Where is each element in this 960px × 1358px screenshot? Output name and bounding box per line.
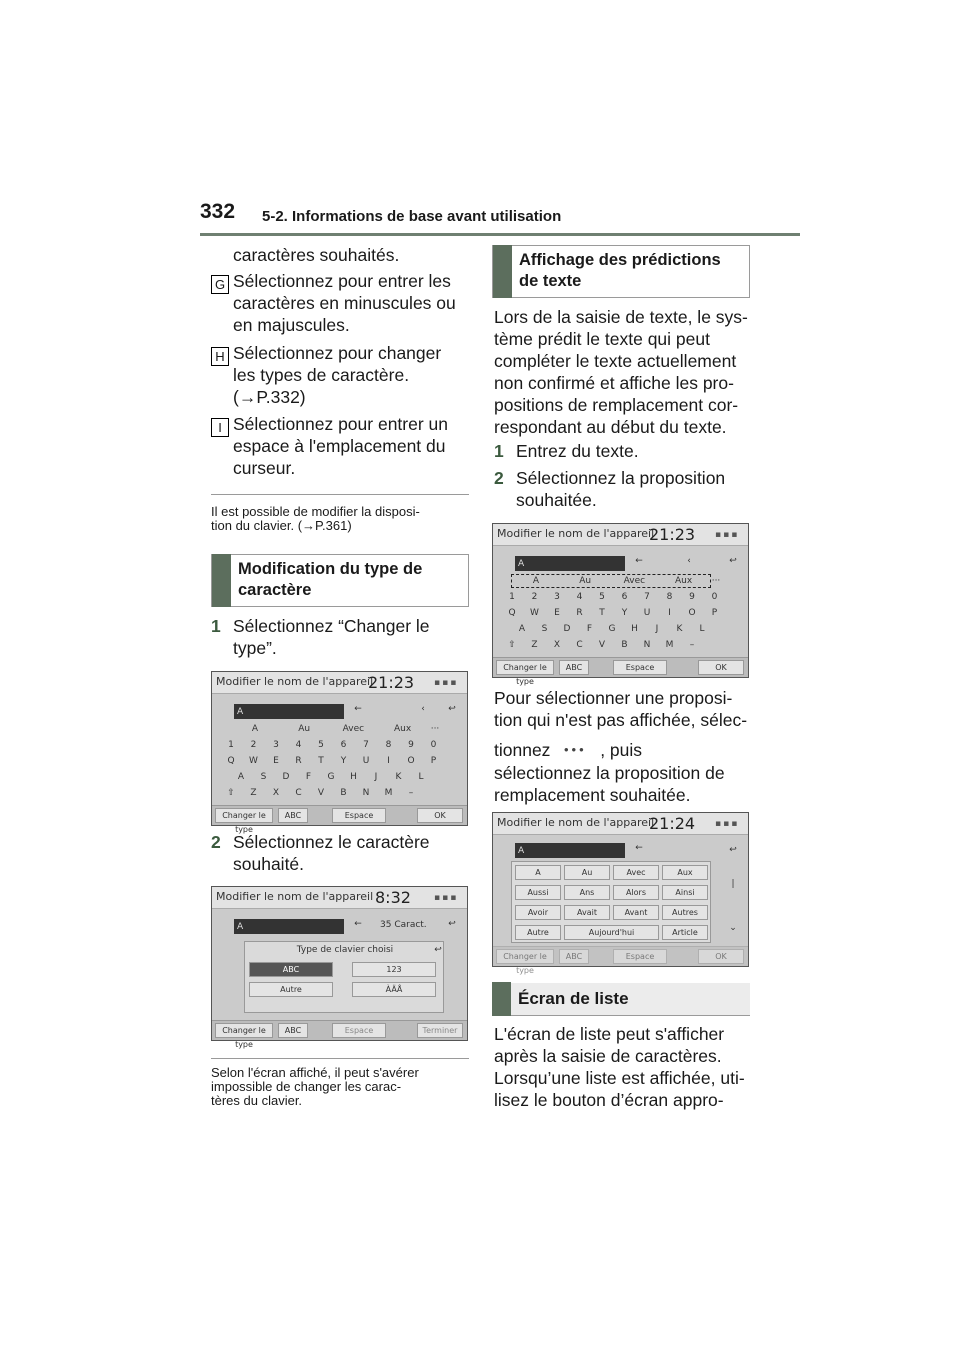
list-item[interactable]: Autres bbox=[662, 905, 708, 920]
step-line: Sélectionnez le caractère bbox=[233, 832, 430, 852]
item-i-line: espace à l'emplacement du bbox=[233, 436, 446, 456]
step-line: Sélectionnez la proposition bbox=[516, 468, 726, 488]
step-line: Sélectionnez “Changer le bbox=[233, 616, 430, 636]
para-line: Pour sélectionner une proposi- bbox=[494, 688, 733, 708]
keyboard-key[interactable]: Z bbox=[531, 640, 538, 650]
prediction-key[interactable]: Au bbox=[579, 576, 592, 586]
abc-button[interactable]: ABC bbox=[278, 808, 308, 823]
screen-bottombar bbox=[493, 946, 748, 975]
screen-topbar bbox=[212, 887, 467, 909]
list-item[interactable]: Aujourd'hui bbox=[564, 925, 659, 940]
keyboard-key[interactable]: 2 bbox=[250, 740, 257, 750]
letter-i-label: I bbox=[211, 418, 229, 437]
item-g-line: caractères en minuscules ou bbox=[233, 293, 456, 313]
keyboard-key[interactable]: 4 bbox=[576, 592, 583, 602]
screen-title: Modifier le nom de l'appareil bbox=[216, 890, 374, 903]
return-icon[interactable]: ↩ bbox=[448, 919, 456, 929]
keyboard-key[interactable]: G bbox=[608, 624, 616, 634]
keyboard-key[interactable]: Q bbox=[227, 756, 235, 766]
space-button[interactable]: Espace bbox=[613, 949, 667, 964]
keyboard-key[interactable]: T bbox=[318, 756, 324, 766]
keyboard-key[interactable]: Q bbox=[508, 608, 516, 618]
keyboard-key[interactable]: A bbox=[518, 624, 526, 634]
keyboard-key[interactable]: Z bbox=[250, 788, 257, 798]
keyboard-key[interactable]: E bbox=[554, 608, 560, 618]
screen-bottombar bbox=[493, 657, 748, 686]
keyboard-key[interactable]: Y bbox=[340, 756, 347, 766]
keyboard-key[interactable]: V bbox=[317, 788, 325, 798]
backspace-icon[interactable]: ← bbox=[635, 843, 643, 853]
keyboard-key[interactable]: U bbox=[362, 756, 370, 766]
keyboard-key[interactable]: 2 bbox=[531, 592, 538, 602]
section-heading bbox=[519, 250, 721, 292]
status-icons: ▪▪▪ bbox=[434, 678, 459, 688]
keyboard-key[interactable]: L bbox=[418, 772, 424, 782]
step-line: souhaité. bbox=[233, 854, 305, 874]
item-i-line: curseur. bbox=[233, 458, 296, 478]
list-item[interactable]: Autre bbox=[515, 925, 561, 940]
keyboard-key[interactable]: C bbox=[576, 640, 583, 650]
para-line-with-icon bbox=[494, 739, 747, 762]
item-g-line: en majuscules. bbox=[233, 315, 350, 335]
keyboard-key[interactable]: 0 bbox=[711, 592, 718, 602]
keyboard-key[interactable]: I bbox=[387, 756, 390, 766]
keyboard-key[interactable]: F bbox=[586, 624, 593, 634]
keyboard-key[interactable]: G bbox=[327, 772, 335, 782]
item-g-line: Sélectionnez pour entrer les bbox=[233, 271, 451, 291]
section-heading bbox=[238, 559, 422, 601]
page-number: 332 bbox=[200, 200, 236, 223]
heading-line: Modification du type de bbox=[238, 560, 423, 578]
accent-bar bbox=[492, 982, 511, 1016]
note-line: impossible de changer les carac- bbox=[211, 1079, 402, 1094]
prediction-key[interactable]: A bbox=[251, 724, 259, 734]
option-abc[interactable]: ABC bbox=[249, 962, 333, 977]
prediction-key[interactable]: ··· bbox=[430, 724, 440, 734]
scroll-down-icon[interactable]: ⌄ bbox=[729, 923, 737, 933]
screen-clock: 21:23 bbox=[649, 525, 696, 544]
heading-line: Affichage des prédictions bbox=[519, 251, 721, 269]
section-box-predictions bbox=[492, 245, 750, 298]
keyboard-key[interactable]: 3 bbox=[273, 740, 279, 750]
heading-line: de texte bbox=[519, 272, 582, 290]
item-g bbox=[211, 270, 473, 336]
screen-topbar bbox=[493, 813, 748, 835]
para-line: après la saisie de caractères. bbox=[494, 1046, 722, 1066]
para-line: Lorsqu’une liste est affichée, uti- bbox=[494, 1068, 745, 1088]
keyboard-key[interactable]: S bbox=[260, 772, 267, 782]
item-h-line: Sélectionnez pour changer bbox=[233, 343, 442, 363]
space-button[interactable]: Espace bbox=[613, 660, 667, 675]
change-type-button[interactable]: Changer le type bbox=[496, 949, 554, 964]
ok-button[interactable]: OK bbox=[698, 660, 744, 675]
keyboard-key[interactable]: P bbox=[430, 756, 437, 766]
keyboard-key[interactable]: D bbox=[563, 624, 571, 634]
step-line: type”. bbox=[233, 638, 277, 658]
prediction-list-panel bbox=[511, 861, 711, 943]
keyboard-key[interactable]: E bbox=[273, 756, 279, 766]
keyboard-key[interactable]: J bbox=[374, 772, 378, 782]
backspace-icon[interactable]: ← bbox=[635, 556, 643, 566]
screen-title: Modifier le nom de l'appareil bbox=[497, 527, 655, 540]
keyboard-key[interactable]: 5 bbox=[599, 592, 605, 602]
para-line: sélectionnez la proposition de bbox=[494, 763, 725, 784]
accent-bar bbox=[212, 554, 231, 607]
para-line: compléter le texte actuellement bbox=[494, 351, 737, 371]
note-keyboard-layout bbox=[211, 505, 420, 533]
section-title: 5-2. Informations de base avant utilisation bbox=[262, 208, 562, 225]
keyboard-key[interactable]: O bbox=[407, 756, 415, 766]
keyboard-key[interactable]: H bbox=[631, 624, 638, 634]
keyboard-key[interactable]: M bbox=[665, 640, 674, 650]
text-input[interactable]: A bbox=[515, 556, 625, 571]
keyboard-key[interactable]: ⇧ bbox=[227, 788, 235, 798]
keyboard-key[interactable]: B bbox=[340, 788, 347, 798]
screen-title: Modifier le nom de l'appareil bbox=[497, 816, 655, 829]
list-item[interactable]: Avant bbox=[613, 905, 659, 920]
note-divider bbox=[211, 494, 469, 495]
item-i bbox=[211, 413, 473, 479]
keyboard-key[interactable]: K bbox=[395, 772, 402, 782]
para-line: L'écran de liste peut s'afficher bbox=[494, 1024, 725, 1044]
keyboard-key[interactable]: T bbox=[599, 608, 605, 618]
note-keyboard-change bbox=[211, 1066, 419, 1108]
para-line: Lors de la saisie de texte, le sys- bbox=[494, 307, 748, 327]
keyboard-key[interactable]: 7 bbox=[363, 740, 369, 750]
finish-button[interactable]: Terminer bbox=[417, 1023, 463, 1038]
keyboard-key[interactable]: D bbox=[282, 772, 290, 782]
screenshot-keyboard-type bbox=[211, 886, 468, 1049]
prediction-key[interactable]: Avec bbox=[342, 724, 365, 734]
keyboard-key[interactable]: F bbox=[305, 772, 312, 782]
screen-clock: 21:23 bbox=[368, 673, 415, 692]
text-input[interactable]: A bbox=[515, 843, 625, 858]
keyboard-key[interactable]: C bbox=[295, 788, 302, 798]
screen-bottombar bbox=[212, 1020, 467, 1049]
status-icons: ▪▪▪ bbox=[715, 530, 740, 540]
keyboard-key[interactable]: 5 bbox=[318, 740, 324, 750]
keyboard-type-popup bbox=[244, 941, 444, 1013]
step-number: 2 bbox=[211, 832, 221, 852]
backspace-icon[interactable]: ← bbox=[354, 919, 362, 929]
prediction-key[interactable]: Au bbox=[298, 724, 311, 734]
keyboard-key[interactable]: L bbox=[699, 624, 705, 634]
screen-topbar bbox=[212, 672, 467, 694]
keyboard-key[interactable]: – bbox=[689, 640, 695, 650]
keyboard-key[interactable]: X bbox=[272, 788, 280, 798]
change-type-button[interactable]: Changer le type bbox=[496, 660, 554, 675]
cursor-left-icon[interactable]: ‹ bbox=[421, 704, 425, 714]
step-r2 bbox=[494, 467, 725, 511]
text-input[interactable]: A bbox=[234, 919, 344, 934]
list-screen-paragraph bbox=[494, 1023, 745, 1111]
prediction-key[interactable]: A bbox=[532, 576, 540, 586]
para-text: , puis bbox=[600, 740, 643, 760]
keyboard-key[interactable]: I bbox=[668, 608, 671, 618]
para-line: non confirmé et affiche les pro- bbox=[494, 373, 734, 393]
keyboard-key[interactable]: J bbox=[655, 624, 659, 634]
note-line: Selon l'écran affiché, il peut s'avérer bbox=[211, 1065, 419, 1080]
letter-g-label: G bbox=[211, 275, 229, 294]
abc-button[interactable]: ABC bbox=[559, 660, 589, 675]
keyboard-key[interactable]: 7 bbox=[644, 592, 650, 602]
change-type-button[interactable]: Changer le type bbox=[215, 1023, 273, 1038]
step-2 bbox=[211, 831, 430, 875]
list-item[interactable]: Ans bbox=[564, 885, 610, 900]
section-box-list bbox=[492, 983, 750, 1016]
list-item[interactable]: A bbox=[515, 865, 561, 880]
list-item[interactable]: Alors bbox=[613, 885, 659, 900]
section-box-type bbox=[211, 554, 469, 607]
keyboard-key[interactable]: M bbox=[384, 788, 393, 798]
step-line: souhaitée. bbox=[516, 490, 597, 510]
keyboard-key[interactable]: V bbox=[598, 640, 606, 650]
keyboard-key[interactable]: 8 bbox=[385, 740, 392, 750]
para-line: remplacement souhaitée. bbox=[494, 785, 691, 806]
keyboard-key[interactable]: 3 bbox=[554, 592, 560, 602]
para-text: tionnez bbox=[494, 740, 551, 760]
close-return-icon[interactable]: ↩ bbox=[434, 945, 442, 955]
accent-bar bbox=[493, 245, 512, 298]
header-rule bbox=[200, 233, 800, 236]
step-r1 bbox=[494, 440, 639, 462]
char-count: 35 Caract. bbox=[380, 920, 427, 930]
keyboard-key[interactable]: 6 bbox=[340, 740, 347, 750]
screen-bottombar bbox=[212, 805, 467, 834]
step-number: 1 bbox=[211, 616, 221, 636]
keyboard-key[interactable]: Y bbox=[621, 608, 628, 618]
return-icon[interactable]: ↩ bbox=[729, 845, 737, 855]
keyboard-key[interactable]: O bbox=[688, 608, 696, 618]
space-button[interactable]: Espace bbox=[332, 808, 386, 823]
note-line: tères du clavier. bbox=[211, 1093, 303, 1108]
note-divider bbox=[211, 1058, 469, 1059]
prediction-key[interactable]: Aux bbox=[394, 724, 412, 734]
keyboard-key[interactable]: 6 bbox=[621, 592, 628, 602]
keyboard-key[interactable]: 8 bbox=[666, 592, 673, 602]
screen-clock: 8:32 bbox=[375, 888, 411, 907]
keyboard-key[interactable]: X bbox=[553, 640, 561, 650]
section-heading: Écran de liste bbox=[518, 989, 629, 1008]
abc-button[interactable]: ABC bbox=[278, 1023, 308, 1038]
option-123[interactable]: 123 bbox=[352, 962, 436, 977]
list-item[interactable]: Aux bbox=[662, 865, 708, 880]
list-item[interactable]: Aussi bbox=[515, 885, 561, 900]
note-line: Il est possible de modifier la disposi- bbox=[211, 504, 420, 519]
backspace-icon[interactable]: ← bbox=[354, 704, 362, 714]
predictions-paragraph bbox=[494, 306, 748, 438]
para-line: lisez le bouton d’écran appro- bbox=[494, 1090, 724, 1110]
note-line: tion du clavier. (→P.361) bbox=[211, 518, 352, 533]
keyboard-key[interactable]: 1 bbox=[509, 592, 515, 602]
keyboard-key[interactable]: 4 bbox=[295, 740, 302, 750]
item-h bbox=[211, 342, 473, 408]
step-1 bbox=[211, 615, 430, 659]
keyboard-key[interactable]: N bbox=[362, 788, 370, 798]
keyboard-key[interactable]: P bbox=[711, 608, 718, 618]
screen-clock: 21:24 bbox=[649, 814, 696, 833]
screenshot-prediction-list bbox=[492, 812, 749, 975]
screen-title: Modifier le nom de l'appareil bbox=[216, 675, 374, 688]
screen-topbar bbox=[493, 524, 748, 546]
scrollbar[interactable]: | bbox=[731, 879, 735, 889]
abc-button[interactable]: ABC bbox=[559, 949, 589, 964]
prediction-key[interactable]: Aux bbox=[675, 576, 693, 586]
keyboard-key[interactable]: 9 bbox=[408, 740, 414, 750]
status-icons: ▪▪▪ bbox=[434, 893, 459, 903]
keyboard-key[interactable]: B bbox=[621, 640, 628, 650]
item-h-line: (→P.332) bbox=[233, 387, 306, 407]
item-i-line: Sélectionnez pour entrer un bbox=[233, 414, 448, 434]
prediction-key[interactable]: ··· bbox=[711, 576, 721, 586]
prediction-key[interactable]: Avec bbox=[623, 576, 646, 586]
list-item[interactable]: Article bbox=[662, 925, 708, 940]
list-item[interactable]: Avec bbox=[613, 865, 659, 880]
option-accents[interactable]: ÀÄÅ bbox=[352, 982, 436, 997]
item-h-line: les types de caractère. bbox=[233, 365, 410, 385]
screenshot-keyboard bbox=[211, 671, 468, 834]
step-line: Entrez du texte. bbox=[516, 441, 639, 461]
keyboard-key[interactable]: W bbox=[530, 608, 539, 618]
cursor-left-icon[interactable]: ‹ bbox=[687, 556, 691, 566]
keyboard-key[interactable]: ⇧ bbox=[508, 640, 516, 650]
keyboard-key[interactable]: – bbox=[408, 788, 414, 798]
space-button[interactable]: Espace bbox=[332, 1023, 386, 1038]
para-line: tème prédit le texte qui peut bbox=[494, 329, 710, 349]
heading-line: caractère bbox=[238, 581, 312, 599]
keyboard-key[interactable]: H bbox=[350, 772, 357, 782]
keyboard-key[interactable]: 1 bbox=[228, 740, 234, 750]
keyboard-key[interactable]: U bbox=[643, 608, 651, 618]
continuation-text: caractères souhaités. bbox=[233, 245, 400, 265]
option-autre[interactable]: Autre bbox=[249, 982, 333, 997]
ok-button[interactable]: OK bbox=[417, 808, 463, 823]
para-line: positions de remplacement cor- bbox=[494, 395, 739, 415]
screenshot-predictions bbox=[492, 523, 749, 686]
letter-h-label: H bbox=[211, 347, 229, 366]
more-dots-icon: ••• bbox=[563, 742, 587, 758]
ok-button[interactable]: OK bbox=[698, 949, 744, 964]
keyboard-key[interactable]: S bbox=[541, 624, 548, 634]
keyboard-key[interactable]: 0 bbox=[430, 740, 437, 750]
list-item[interactable]: Avait bbox=[564, 905, 610, 920]
keyboard-key[interactable]: K bbox=[676, 624, 683, 634]
step-number: 1 bbox=[494, 441, 504, 461]
list-item[interactable]: Au bbox=[564, 865, 610, 880]
status-icons: ▪▪▪ bbox=[715, 819, 740, 829]
keyboard-key[interactable]: W bbox=[249, 756, 258, 766]
keyboard-key[interactable]: R bbox=[576, 608, 583, 618]
para-line: respondant au début du texte. bbox=[494, 417, 727, 437]
list-item[interactable]: Ainsi bbox=[662, 885, 708, 900]
return-icon[interactable]: ↩ bbox=[448, 704, 456, 714]
return-icon[interactable]: ↩ bbox=[729, 556, 737, 566]
keyboard-key[interactable]: 9 bbox=[689, 592, 695, 602]
text-input[interactable]: A bbox=[234, 704, 344, 719]
keyboard-key[interactable]: N bbox=[643, 640, 651, 650]
keyboard-key[interactable]: A bbox=[237, 772, 245, 782]
keyboard-key[interactable]: R bbox=[295, 756, 302, 766]
change-type-button[interactable]: Changer le type bbox=[215, 808, 273, 823]
select-proposal-paragraph bbox=[494, 687, 747, 806]
para-line: tion qui n'est pas affichée, sélec- bbox=[494, 710, 748, 730]
popup-title: Type de clavier choisi bbox=[296, 945, 394, 955]
list-item[interactable]: Avoir bbox=[515, 905, 561, 920]
step-number: 2 bbox=[494, 468, 504, 488]
